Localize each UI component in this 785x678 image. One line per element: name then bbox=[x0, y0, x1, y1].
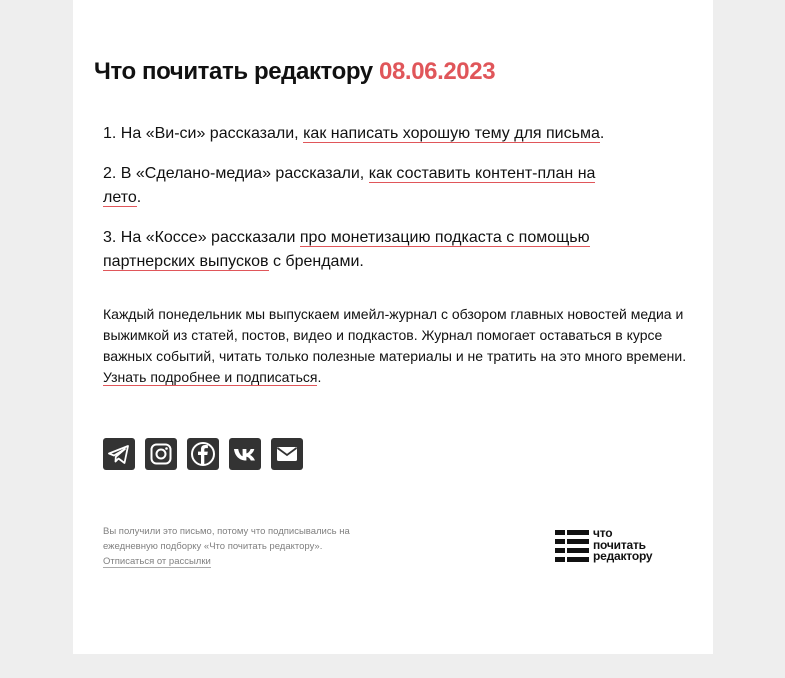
title-date: 08.06.2023 bbox=[379, 58, 496, 85]
telegram-icon[interactable] bbox=[103, 438, 135, 470]
page-title bbox=[94, 58, 495, 86]
logo-line: что bbox=[593, 526, 613, 540]
logo-text bbox=[593, 528, 652, 563]
article-item bbox=[103, 226, 623, 274]
footer-note-text: Вы получили это письмо, потому что подписывались на ежедневную подборку «Что почитать редактору». bbox=[103, 526, 350, 552]
vk-icon[interactable] bbox=[229, 438, 261, 470]
article-text: 3. На «Коссе» рассказали bbox=[103, 229, 300, 246]
footer-note bbox=[103, 524, 403, 569]
article-link[interactable]: как написать хорошую тему для письма bbox=[303, 125, 600, 142]
article-item bbox=[103, 162, 623, 210]
instagram-icon[interactable] bbox=[145, 438, 177, 470]
article-link[interactable]: как составить контент-план на лето bbox=[103, 165, 596, 206]
unsubscribe-link[interactable]: Отписаться от рассылки bbox=[103, 556, 211, 567]
logo-line: почитать bbox=[593, 537, 646, 552]
subscribe-link[interactable]: Узнать подробнее и подписаться bbox=[103, 369, 318, 385]
promo-suffix: . bbox=[317, 369, 322, 385]
article-suffix: с брендами. bbox=[268, 253, 364, 270]
promo-paragraph bbox=[103, 304, 688, 388]
article-text: 2. В «Сделано-медиа» рассказали, bbox=[103, 165, 369, 182]
brand-logo[interactable] bbox=[555, 528, 685, 564]
article-suffix: . bbox=[136, 189, 142, 206]
article-list bbox=[103, 122, 623, 290]
article-text: 1. На «Ви-си» рассказали, bbox=[103, 125, 304, 142]
logo-line: редактору bbox=[593, 549, 653, 563]
promo-text: Каждый понедельник мы выпускаем имейл-журнал с обзором главных новостей медиа и выжимкой из статей, постов, видео и подкастов. Журнал помогает оставаться в курсе важных событий, читать только полезные материалы и не тратить на это много времени. bbox=[103, 306, 687, 364]
social-links bbox=[103, 438, 303, 470]
facebook-icon[interactable] bbox=[187, 438, 219, 470]
article-suffix: . bbox=[599, 125, 605, 142]
email-card bbox=[73, 0, 713, 654]
email-icon[interactable] bbox=[271, 438, 303, 470]
logo-bars-icon bbox=[555, 529, 589, 563]
article-item bbox=[103, 122, 623, 146]
article-link[interactable]: про монетизацию подкаста с помощью партнерских выпусков bbox=[103, 229, 590, 270]
title-text: Что почитать редактору bbox=[94, 58, 373, 85]
